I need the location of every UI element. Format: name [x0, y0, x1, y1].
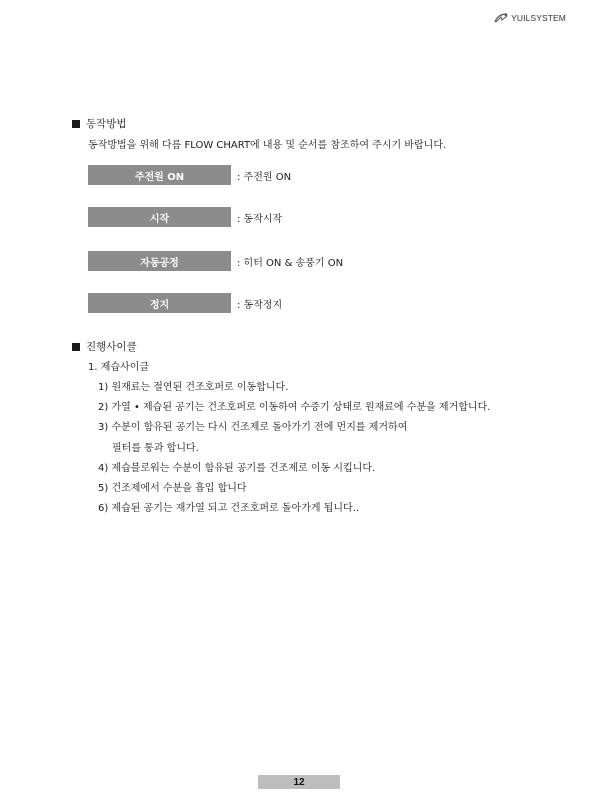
flow-step-box: 자동공정: [88, 251, 231, 271]
flow-step-box: 주전원 ON: [88, 165, 231, 185]
flow-step-desc: : 히터 ON & 송풍기 ON: [237, 257, 344, 269]
flow-step: [88, 165, 291, 185]
flow-step-box: 시작: [88, 207, 231, 227]
logo-mark-icon: [493, 12, 509, 24]
flow-step: [88, 293, 282, 313]
cycle-item: 6) 제습된 공기는 재가열 되고 건조호퍼로 돌아가게 됩니다..: [98, 503, 360, 514]
cycle-item-continuation: 필터를 통과 합니다.: [112, 443, 199, 454]
logo-text: YUILSYSTEM: [511, 13, 566, 23]
page-number: 12: [258, 775, 340, 789]
flow-step-box: 정지: [88, 293, 231, 313]
intro-text: 동작방법을 위해 다름 FLOW CHART에 내용 및 순서를 참조하여 주시기 바랍니다.: [88, 140, 447, 151]
flow-step-desc: : 주전원 ON: [237, 171, 292, 183]
section-title: 동작방법: [86, 118, 127, 130]
flow-step-desc: : 동작정지: [237, 299, 283, 311]
cycle-subtitle: 1. 제습사이클: [88, 362, 150, 373]
section-title: 진행사이클: [86, 341, 137, 353]
flow-step-desc: : 동작시작: [237, 213, 283, 225]
cycle-item: 5) 건조제에서 수분을 흡입 합니다: [98, 483, 247, 494]
square-bullet-icon: [72, 120, 80, 128]
section-heading-cycle: [72, 339, 137, 354]
square-bullet-icon: [72, 343, 80, 351]
cycle-item: 3) 수분이 함유된 공기는 다시 건조제로 돌아가기 전에 먼지를 제거하여: [98, 422, 408, 433]
cycle-item: 2) 가열 • 제습된 공기는 건조호퍼로 이동하여 수증기 상태로 원재료에 수분을 제거합니다.: [98, 402, 491, 413]
cycle-item: 4) 제습블로워는 수분이 함유된 공기를 건조제로 이동 시킵니다.: [98, 463, 376, 474]
cycle-item: 1) 원재료는 절연된 건조호퍼로 이동합니다.: [98, 382, 289, 393]
flow-step: [88, 251, 343, 271]
section-heading-operation: [72, 116, 127, 131]
flow-step: [88, 207, 282, 227]
company-logo: [493, 12, 566, 24]
